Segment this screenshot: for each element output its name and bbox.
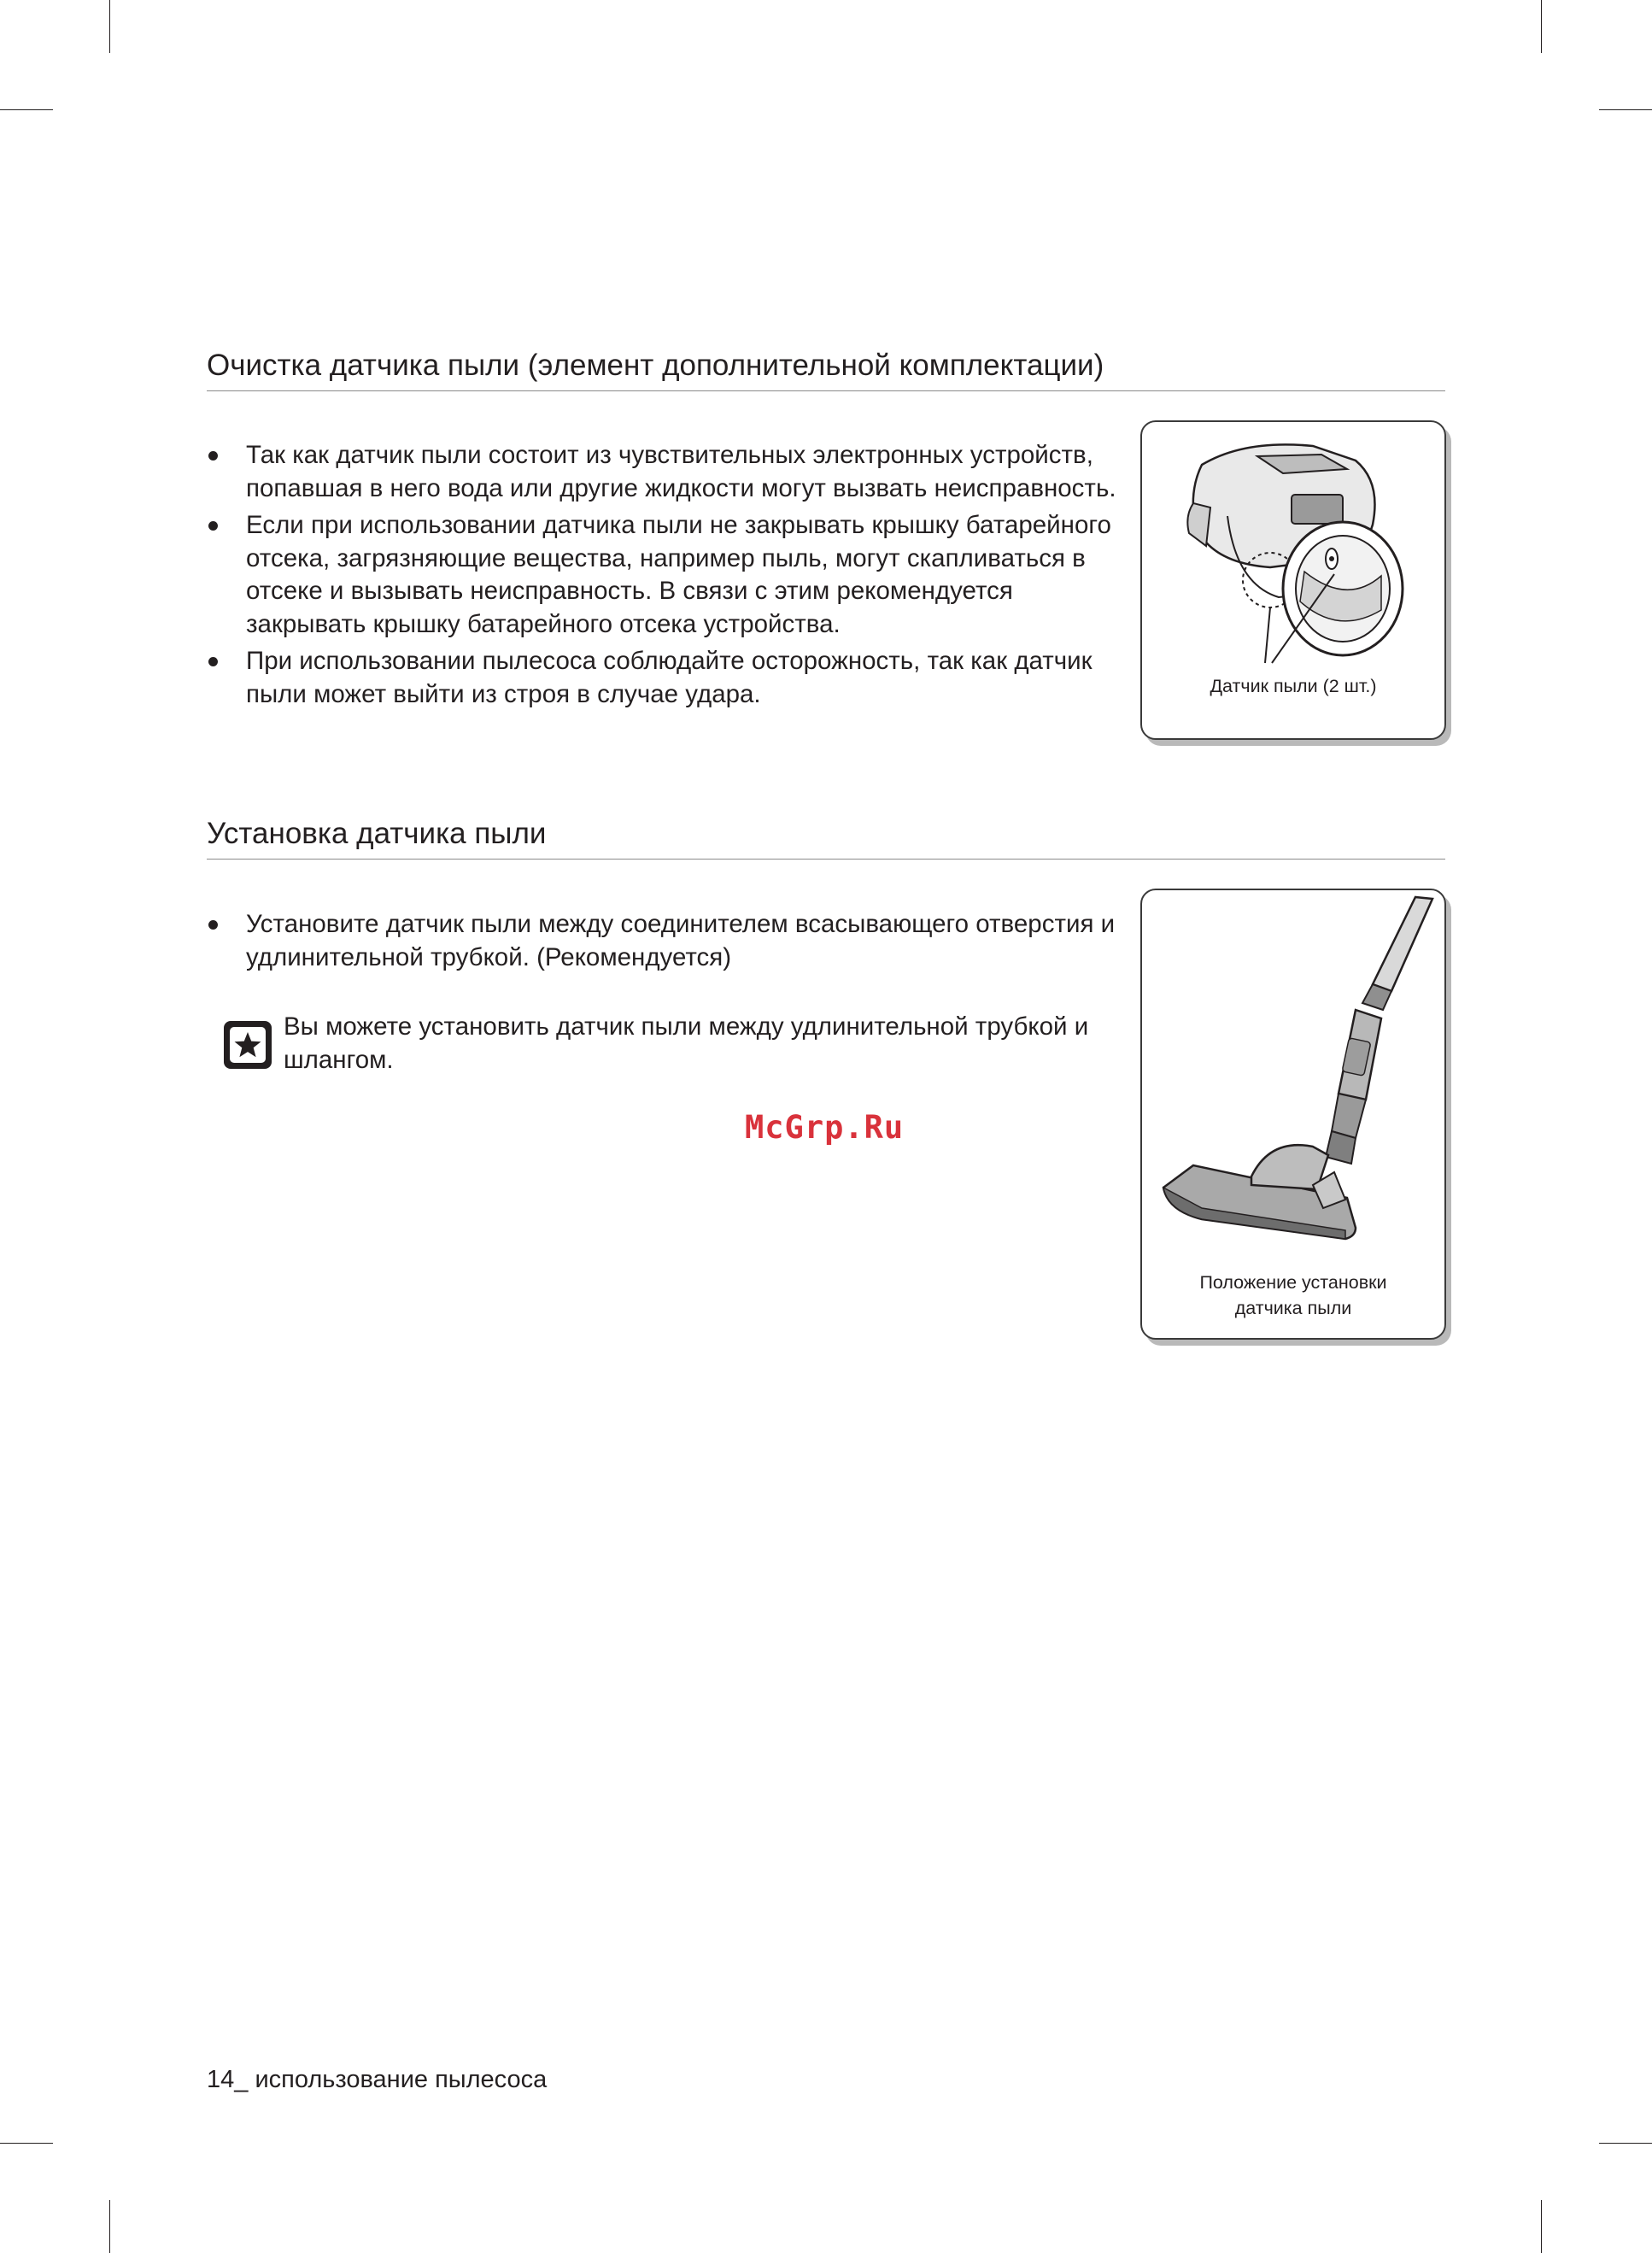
cleaning-bullet-list bbox=[207, 439, 1121, 715]
note-text: Вы можете установить датчик пыли между удлинительной трубкой и шлангом. bbox=[284, 1012, 1089, 1074]
list-item: Если при использовании датчика пыли не закрывать крышку батарейного отсека, загрязняющие вещества, например пыль, могут скапливаться в отсеке и вызывать неисправность. В связи с этим рекомендуется закрывать крышку батарейного отсека устройства. bbox=[207, 509, 1121, 641]
bullet-icon bbox=[208, 521, 218, 531]
bullet-icon bbox=[208, 451, 218, 461]
crop-mark bbox=[1599, 2143, 1652, 2144]
bullet-icon bbox=[208, 920, 218, 930]
vacuum-pipe-illustration bbox=[1142, 890, 1444, 1275]
crop-mark bbox=[109, 2200, 110, 2253]
figure-caption-line2: датчика пыли bbox=[1234, 1298, 1352, 1318]
section-rule bbox=[207, 390, 1445, 391]
install-position-figure bbox=[1140, 889, 1446, 1340]
note-star-icon bbox=[224, 1021, 272, 1069]
list-item: При использовании пылесоса соблюдайте осторожность, так как датчик пыли может выйти из строя в случае удара. bbox=[207, 645, 1121, 711]
crop-mark bbox=[0, 109, 53, 110]
crop-mark bbox=[1599, 109, 1652, 110]
crop-mark bbox=[109, 0, 110, 53]
list-item: Установите датчик пыли между соединителем всасывающего отверстия и удлинительной трубкой. (Рекомендуется) bbox=[207, 908, 1121, 974]
list-item: Так как датчик пыли состоит из чувствительных электронных устройств, попавшая в него вода или другие жидкости могут вызвать неисправность. bbox=[207, 439, 1121, 505]
watermark: McGrp.Ru bbox=[745, 1109, 905, 1146]
figure-caption-line1: Положение установки bbox=[1199, 1272, 1387, 1293]
crop-mark bbox=[0, 2143, 53, 2144]
crop-mark bbox=[1541, 0, 1542, 53]
figure-caption: Датчик пыли (2 шт.) bbox=[1210, 676, 1377, 696]
section-title-install: Установка датчика пыли bbox=[207, 817, 547, 850]
crop-mark bbox=[1541, 2200, 1542, 2253]
bullet-icon bbox=[208, 657, 218, 666]
section-title-cleaning: Очистка датчика пыли (элемент дополнительной комплектации) bbox=[207, 349, 1104, 382]
section-rule bbox=[207, 859, 1445, 860]
install-bullet-list bbox=[207, 908, 1121, 978]
page-footer: 14_ использование пылесоса bbox=[207, 2066, 548, 2093]
dust-sensor-figure bbox=[1140, 420, 1446, 740]
vacuum-body-illustration bbox=[1142, 422, 1444, 678]
